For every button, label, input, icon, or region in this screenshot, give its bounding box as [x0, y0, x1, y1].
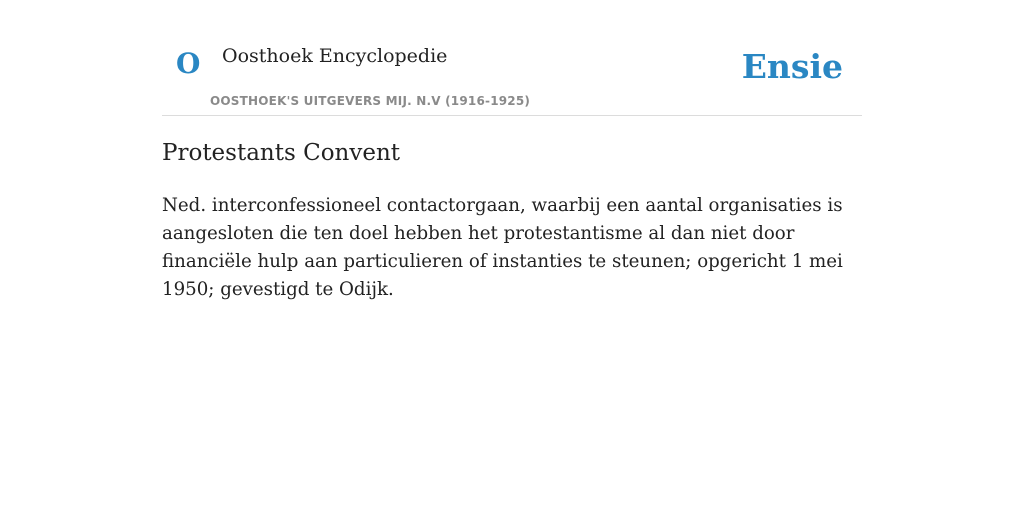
ensie-logo[interactable]: Ensie [741, 47, 843, 86]
publisher-label: OOSTHOEK'S UITGEVERS MIJ. N.V (1916-1925) [210, 94, 531, 108]
encyclopedia-header [162, 0, 862, 116]
entry-title: Protestants Convent [162, 140, 401, 166]
encyclopedia-logo[interactable]: O [176, 47, 201, 80]
content-container [162, 0, 862, 300]
encyclopedia-title[interactable]: Oosthoek Encyclopedie [222, 45, 448, 67]
entry-body: Ned. interconfessioneel contactorgaan, waarbij een aantal organisaties is aangesloten die ten doel hebben het protestantisme al dan niet door financiële hulp aan particulieren of instanties te steunen; opgericht 1 mei 1950; gevestigd te Odijk. [162, 195, 843, 300]
